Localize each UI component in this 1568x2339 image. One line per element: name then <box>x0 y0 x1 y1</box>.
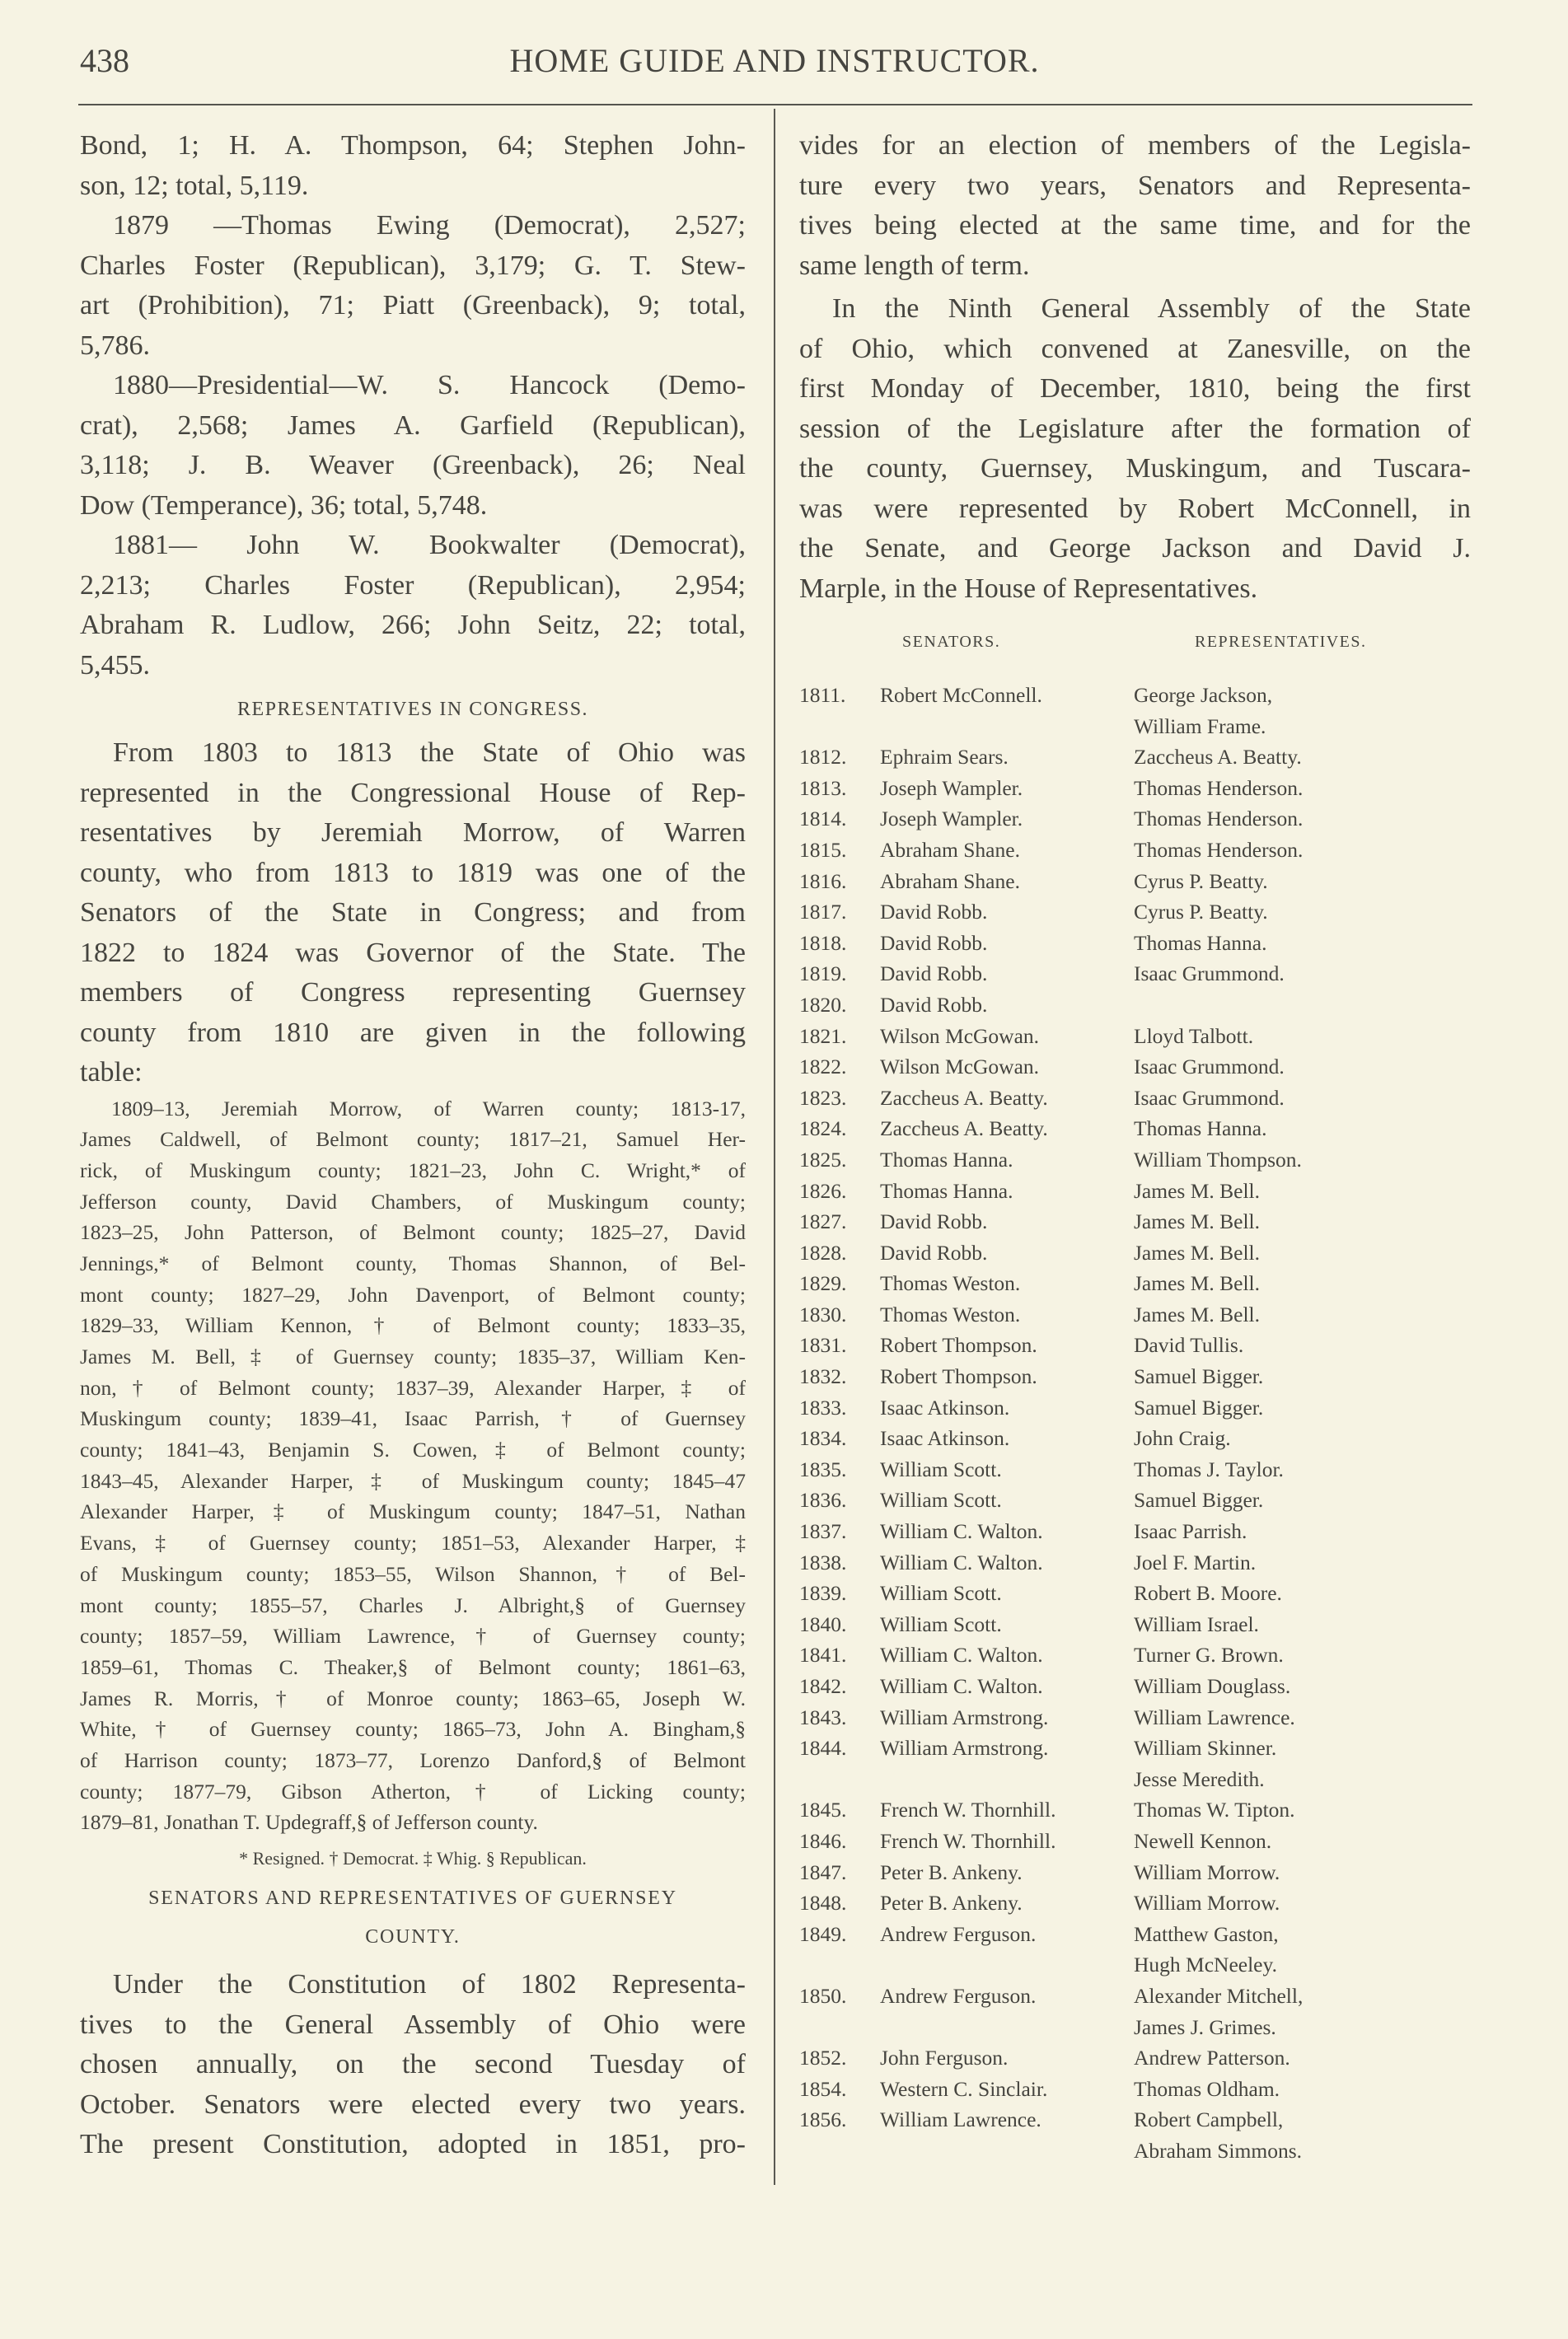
representative-cell: Thomas J. Taylor. <box>1134 1457 1284 1481</box>
representative-cell: Robert Campbell, <box>1134 2107 1284 2132</box>
representative-cell: Samuel Bigger. <box>1134 1364 1264 1389</box>
year-cell: 1828. <box>799 1240 847 1265</box>
representative-cell: David Tullis. <box>1134 1333 1244 1358</box>
representative-cell: Thomas Hanna. <box>1134 930 1267 955</box>
text-line: 1822 to 1824 was Governor of the State. The <box>80 937 746 968</box>
representative-cell: Jesse Meredith. <box>1134 1766 1265 1791</box>
senator-cell: William C. Walton. <box>880 1674 1043 1698</box>
representative-cell: William Morrow. <box>1134 1860 1280 1884</box>
representative-cell: Abraham Simmons. <box>1134 2138 1302 2163</box>
running-title: HOME GUIDE AND INSTRUCTOR. <box>509 42 1040 79</box>
year-cell: 1813. <box>799 775 847 800</box>
table-row <box>799 1144 1471 1176</box>
text-line: chosen annually, on the second Tuesday of <box>80 2049 746 2079</box>
text-line: of Ohio, which convened at Zanesville, on the <box>799 333 1471 364</box>
year-cell: 1856. <box>799 2107 847 2132</box>
year-cell: 1827. <box>799 1209 847 1234</box>
table-row <box>799 1051 1471 1083</box>
representative-cell: James M. Bell. <box>1134 1209 1260 1234</box>
senator-cell: Zaccheus A. Beatty. <box>880 1116 1048 1141</box>
year-cell: 1834. <box>799 1426 847 1451</box>
year-cell: 1840. <box>799 1612 847 1636</box>
text-line: 1880—Presidential—W. S. Hancock (Demo- <box>113 370 746 400</box>
text-line: 1859–61, Thomas C. Theaker,§ of Belmont county; 1861–63, <box>80 1654 746 1679</box>
text-line: James Caldwell, of Belmont county; 1817–21, Samuel Her- <box>80 1127 746 1152</box>
text-line: first Monday of December, 1810, being the first <box>799 373 1471 404</box>
text-line: James M. Bell,‡ of Guernsey county; 1835–37, William Ken- <box>80 1345 746 1368</box>
text-line: members of Congress representing Guernsey <box>80 977 746 1008</box>
senator-cell: Joseph Wampler. <box>880 807 1023 831</box>
representative-cell: Thomas Henderson. <box>1134 775 1304 800</box>
senator-cell: William Scott. <box>880 1488 1002 1513</box>
text-line: Under the Constitution of 1802 Representa- <box>113 1969 746 2000</box>
representative-cell: James M. Bell. <box>1134 1271 1260 1296</box>
representative-cell: William Lawrence. <box>1134 1705 1295 1729</box>
text-line: session of the Legislature after the formation of <box>799 413 1471 444</box>
table-row <box>799 1083 1471 1114</box>
senator-cell: David Robb. <box>880 961 988 986</box>
year-cell: 1841. <box>799 1643 847 1668</box>
table-row <box>799 958 1471 989</box>
year-cell: 1832. <box>799 1364 847 1389</box>
year-cell: 1849. <box>799 1921 847 1946</box>
text-line: tives to the General Assembly of Ohio were <box>80 2009 746 2040</box>
table-row <box>799 1392 1471 1424</box>
text-line: rick, of Muskingum county; 1821–23, John C. Wright,* of <box>80 1158 746 1182</box>
table-row <box>799 928 1471 959</box>
senator-cell: William Scott. <box>880 1612 1002 1636</box>
page-number: 438 <box>80 42 129 79</box>
senator-cell: William C. Walton. <box>880 1519 1043 1544</box>
year-cell: 1854. <box>799 2076 847 2101</box>
text-line: White,† of Guernsey county; 1865–73, John A. Bingham,§ <box>80 1717 746 1742</box>
senator-cell: Robert Thompson. <box>880 1333 1037 1358</box>
text-line: 1829–33, William Kennon,† of Belmont county; 1833–35, <box>80 1313 746 1338</box>
paragraph-election-1879 <box>80 206 746 366</box>
column-header-representatives: REPRESENTATIVES. <box>1195 633 1367 651</box>
representative-cell: Samuel Bigger. <box>1134 1395 1264 1420</box>
senator-cell: Thomas Hanna. <box>880 1147 1013 1172</box>
senator-cell: William Lawrence. <box>880 2107 1041 2132</box>
table-row <box>799 1547 1471 1579</box>
representative-cell: Hugh McNeeley. <box>1134 1953 1277 1977</box>
text-line: mont county; 1855–57, Charles J. Albright,§ of Guernsey <box>80 1593 746 1617</box>
representative-cell: Robert B. Moore. <box>1134 1581 1282 1606</box>
representative-cell: Isaac Grummond. <box>1134 1085 1285 1110</box>
table-row <box>799 1454 1471 1485</box>
representative-cell: Samuel Bigger. <box>1134 1488 1264 1513</box>
table-row <box>799 1268 1471 1299</box>
representative-cell: Matthew Gaston, <box>1134 1921 1279 1946</box>
senator-cell: William Armstrong. <box>880 1705 1049 1729</box>
senator-cell: Andrew Ferguson. <box>880 1983 1037 2008</box>
senator-cell: Peter B. Ankeny. <box>880 1891 1023 1916</box>
representative-cell: James J. Grimes. <box>1134 2014 1276 2039</box>
senator-cell: Western C. Sinclair. <box>880 2076 1048 2101</box>
representative-cell: Newell Kennon. <box>1134 1828 1272 1853</box>
year-cell: 1848. <box>799 1891 847 1916</box>
senator-cell: Thomas Hanna. <box>880 1178 1013 1203</box>
table-row <box>799 741 1471 773</box>
year-cell: 1844. <box>799 1736 847 1761</box>
congress-members-list <box>80 1093 746 1839</box>
representative-cell: William Skinner. <box>1134 1736 1277 1761</box>
year-cell: 1843. <box>799 1705 847 1729</box>
text-line: Bond, 1; H. A. Thompson, 64; Stephen John- <box>80 130 746 161</box>
column-header-senators: SENATORS. <box>902 633 1001 651</box>
representative-cell: James M. Bell. <box>1134 1240 1260 1265</box>
senator-cell: Robert Thompson. <box>880 1364 1037 1389</box>
senator-cell: William Scott. <box>880 1581 1002 1606</box>
year-cell: 1812. <box>799 745 847 770</box>
year-cell: 1838. <box>799 1550 847 1574</box>
senator-cell: Robert McConnell. <box>880 683 1042 707</box>
text-line: of Harrison county; 1873–77, Lorenzo Danford,§ of Belmont <box>80 1747 746 1772</box>
representative-cell: Thomas Henderson. <box>1134 837 1304 862</box>
table-row <box>799 1981 1471 2042</box>
year-cell: 1837. <box>799 1519 847 1544</box>
representative-cell: James M. Bell. <box>1134 1302 1260 1326</box>
senator-cell: David Robb. <box>880 1209 988 1234</box>
text-line: Jennings,* of Belmont county, Thomas Shannon, of Bel- <box>80 1251 746 1275</box>
year-cell: 1815. <box>799 837 847 862</box>
representative-cell: Zaccheus A. Beatty. <box>1134 745 1302 770</box>
party-footnote: * Resigned. † Democrat. ‡ Whig. § Republican. <box>239 1848 587 1869</box>
text-line: county from 1810 are given in the following <box>80 1017 746 1048</box>
senator-cell: David Robb. <box>880 1240 988 1265</box>
text-line: of Muskingum county; 1853–55, Wilson Shannon,† of Bel- <box>80 1561 746 1586</box>
table-row <box>799 1702 1471 1733</box>
year-cell: 1836. <box>799 1488 847 1513</box>
year-cell: 1817. <box>799 900 847 924</box>
year-cell: 1816. <box>799 868 847 893</box>
table-row <box>799 1021 1471 1052</box>
text-line: vides for an election of members of the Legisla- <box>799 130 1471 161</box>
representative-cell: Joel F. Martin. <box>1134 1550 1257 1574</box>
text-line: Abraham R. Ludlow, 266; John Seitz, 22; total, <box>80 610 746 640</box>
text-line: 5,455. <box>80 649 150 681</box>
text-line: same length of term. <box>799 250 1030 281</box>
year-cell: 1852. <box>799 2046 847 2070</box>
table-row <box>799 1609 1471 1640</box>
table-row <box>799 1113 1471 1144</box>
text-line: county; 1877–79, Gibson Atherton,† of Licking county; <box>80 1779 746 1803</box>
year-cell: 1829. <box>799 1271 847 1296</box>
text-line: the Senate, and George Jackson and David J. <box>799 533 1471 564</box>
table-row <box>799 1299 1471 1331</box>
representative-cell: Isaac Grummond. <box>1134 961 1285 986</box>
left-column <box>80 126 746 2165</box>
table-row <box>799 1578 1471 1609</box>
representative-cell: George Jackson, <box>1134 683 1273 707</box>
senator-cell: Abraham Shane. <box>880 837 1020 862</box>
column-divider <box>774 109 775 2185</box>
table-row <box>799 896 1471 928</box>
text-line: was were represented by Robert McConnell, in <box>799 493 1471 524</box>
year-cell: 1814. <box>799 807 847 831</box>
representative-cell: James M. Bell. <box>1134 1178 1260 1203</box>
senator-cell: John Ferguson. <box>880 2046 1009 2070</box>
text-line: Charles Foster (Republican), 3,179; G. T. Stew- <box>80 250 746 281</box>
representative-cell: Thomas Oldham. <box>1134 2076 1280 2101</box>
text-line: 1879–81, Jonathan T. Updegraff,§ of Jefferson county. <box>80 1810 538 1835</box>
text-line: crat), 2,568; James A. Garfield (Republican), <box>80 409 746 441</box>
senator-cell: William Scott. <box>880 1457 1002 1481</box>
text-line: mont county; 1827–29, John Davenport, of Belmont county; <box>80 1282 746 1307</box>
section-heading-senators-line2: COUNTY. <box>365 1926 461 1948</box>
year-cell: 1842. <box>799 1674 847 1698</box>
section-heading-representatives: REPRESENTATIVES IN CONGRESS. <box>236 699 589 720</box>
year-cell: 1811. <box>799 683 846 707</box>
paragraph-legislature-term <box>799 126 1471 286</box>
text-line: non,† of Belmont county; 1837–39, Alexander Harper,‡ of <box>80 1375 746 1400</box>
year-cell: 1826. <box>799 1178 847 1203</box>
senator-cell: Thomas Weston. <box>880 1302 1021 1326</box>
representative-cell: Thomas Hanna. <box>1134 1116 1267 1141</box>
year-cell: 1845. <box>799 1798 847 1822</box>
right-column <box>799 126 1471 609</box>
text-line: Jefferson county, David Chambers, of Muskingum county; <box>80 1189 746 1214</box>
text-line: Muskingum county; 1839–41, Isaac Parrish,† of Guernsey <box>80 1406 746 1431</box>
paragraph-ninth-assembly <box>799 289 1471 609</box>
table-row <box>799 1919 1471 1981</box>
text-line: 1843–45, Alexander Harper,‡ of Muskingum county; 1845–47 <box>80 1468 746 1493</box>
text-line: Evans,‡ of Guernsey county; 1851–53, Alexander Harper,‡ <box>80 1531 746 1555</box>
representative-cell: Andrew Patterson. <box>1134 2046 1290 2070</box>
table-row <box>799 1888 1471 1919</box>
table-row <box>799 2104 1471 2166</box>
text-line: 3,118; J. B. Weaver (Greenback), 26; Neal <box>80 450 746 480</box>
text-line: 1809–13, Jeremiah Morrow, of Warren county; 1813-17, <box>111 1096 746 1120</box>
representative-cell: Thomas W. Tipton. <box>1134 1798 1295 1822</box>
text-line: the county, Guernsey, Muskingum, and Tuscara- <box>799 453 1471 484</box>
senator-cell: Andrew Ferguson. <box>880 1921 1037 1946</box>
text-line: In the Ninth General Assembly of the State <box>832 293 1471 324</box>
text-line: The present Constitution, adopted in 1851, pro- <box>80 2129 746 2159</box>
year-cell: 1850. <box>799 1983 847 2008</box>
senator-cell: Abraham Shane. <box>880 868 1020 893</box>
senator-cell: Peter B. Ankeny. <box>880 1860 1023 1884</box>
table-row <box>799 803 1471 835</box>
representative-cell: William Frame. <box>1134 713 1266 738</box>
representative-cell: William Thompson. <box>1134 1147 1302 1172</box>
header-rule <box>78 104 1472 105</box>
table-row <box>799 1176 1471 1207</box>
text-line: tives being elected at the same time, and for the <box>799 210 1471 241</box>
text-line: county; 1857–59, William Lawrence,† of Guernsey county; <box>80 1624 746 1649</box>
table-row <box>799 680 1471 741</box>
year-cell: 1830. <box>799 1302 847 1326</box>
year-cell: 1846. <box>799 1828 847 1853</box>
senator-cell: Wilson McGowan. <box>880 1023 1040 1048</box>
text-line: table: <box>80 1057 143 1088</box>
senator-cell: Wilson McGowan. <box>880 1055 1040 1079</box>
year-cell: 1833. <box>799 1395 847 1420</box>
paragraph-election-1881 <box>80 526 746 685</box>
senator-cell: David Robb. <box>880 900 988 924</box>
representative-cell: Cyrus P. Beatty. <box>1134 868 1268 893</box>
representative-cell: Cyrus P. Beatty. <box>1134 900 1268 924</box>
text-line: October. Senators were elected every two years. <box>80 2089 746 2120</box>
senator-cell: Joseph Wampler. <box>880 775 1023 800</box>
text-line: Dow (Temperance), 36; total, 5,748. <box>80 489 488 521</box>
year-cell: 1835. <box>799 1457 847 1481</box>
year-cell: 1847. <box>799 1860 847 1884</box>
paragraph-election-1878 <box>80 126 746 206</box>
text-line: county; 1841–43, Benjamin S. Cowen,‡ of Belmont county; <box>80 1438 746 1462</box>
table-row <box>799 1237 1471 1269</box>
table-row <box>799 1794 1471 1826</box>
year-cell: 1823. <box>799 1085 847 1110</box>
senator-cell: David Robb. <box>880 992 988 1017</box>
table-row <box>799 1733 1471 1794</box>
table-row <box>799 2074 1471 2105</box>
table-row <box>799 1671 1471 1702</box>
table-row <box>799 1826 1471 1857</box>
table-row <box>799 1330 1471 1361</box>
year-cell: 1818. <box>799 930 847 955</box>
senator-cell: French W. Thornhill. <box>880 1798 1056 1822</box>
representative-cell: Turner G. Brown. <box>1134 1643 1284 1668</box>
senator-cell: Ephraim Sears. <box>880 745 1009 770</box>
paragraph-constitution <box>80 1965 746 2165</box>
year-cell: 1822. <box>799 1055 847 1079</box>
representative-cell <box>1134 989 1471 1021</box>
table-row <box>799 1485 1471 1516</box>
paragraph-election-1880 <box>80 366 746 526</box>
text-line: 1881— John W. Bookwalter (Democrat), <box>113 530 746 560</box>
year-cell: 1839. <box>799 1581 847 1606</box>
table-row <box>799 2042 1471 2074</box>
text-line: art (Prohibition), 71; Piatt (Greenback), 9; total, <box>80 290 746 320</box>
year-cell: 1831. <box>799 1333 847 1358</box>
text-line: 1879 —Thomas Ewing (Democrat), 2,527; <box>113 210 746 241</box>
senator-cell: Isaac Atkinson. <box>880 1395 1010 1420</box>
table-row <box>799 1640 1471 1671</box>
year-cell: 1825. <box>799 1147 847 1172</box>
table-row <box>799 1423 1471 1454</box>
text-line: represented in the Congressional House of Rep- <box>80 777 746 808</box>
senator-cell: David Robb. <box>880 930 988 955</box>
year-cell: 1819. <box>799 961 847 986</box>
representative-cell: Alexander Mitchell, <box>1134 1983 1304 2008</box>
senator-cell: French W. Thornhill. <box>880 1828 1056 1853</box>
text-line: 5,786. <box>80 330 150 361</box>
senator-cell: Zaccheus A. Beatty. <box>880 1085 1048 1110</box>
representative-cell: Isaac Grummond. <box>1134 1055 1285 1079</box>
table-row <box>799 1516 1471 1547</box>
text-line: James R. Morris,† of Monroe county; 1863–65, Joseph W. <box>80 1686 746 1710</box>
table-row <box>799 1206 1471 1237</box>
text-line: ture every two years, Senators and Representa- <box>799 170 1471 201</box>
representative-cell: Lloyd Talbott. <box>1134 1023 1254 1048</box>
section-heading-senators-line1: SENATORS AND REPRESENTATIVES OF GUERNSEY <box>148 1888 677 1909</box>
table-row <box>799 773 1471 804</box>
text-line: resentatives by Jeremiah Morrow, of Warren <box>80 817 746 848</box>
table-row <box>799 989 1471 1021</box>
representative-cell: William Morrow. <box>1134 1891 1280 1916</box>
senator-cell: William C. Walton. <box>880 1643 1043 1668</box>
table-row <box>799 866 1471 897</box>
senator-cell: William Armstrong. <box>880 1736 1049 1761</box>
table-row <box>799 835 1471 866</box>
paragraph-representatives-intro <box>80 733 746 1093</box>
representative-cell: Isaac Parrish. <box>1134 1519 1247 1544</box>
senator-cell: William C. Walton. <box>880 1550 1043 1574</box>
representative-cell: Thomas Henderson. <box>1134 807 1304 831</box>
text-line: 2,213; Charles Foster (Republican), 2,954; <box>80 569 746 601</box>
legislators-table <box>799 680 1471 2167</box>
text-line: Alexander Harper,‡ of Muskingum county; 1847–51, Nathan <box>80 1499 746 1524</box>
table-row <box>799 1361 1471 1392</box>
text-line: son, 12; total, 5,119. <box>80 170 309 201</box>
representative-cell: John Craig. <box>1134 1426 1231 1451</box>
senator-cell: Thomas Weston. <box>880 1271 1021 1296</box>
table-row <box>799 1857 1471 1888</box>
text-line: Marple, in the House of Representatives. <box>799 573 1258 604</box>
senator-cell: Isaac Atkinson. <box>880 1426 1010 1451</box>
year-cell: 1824. <box>799 1116 847 1141</box>
representative-cell: William Israel. <box>1134 1612 1259 1636</box>
text-line: Senators of the State in Congress; and from <box>80 897 746 928</box>
text-line: county, who from 1813 to 1819 was one of the <box>80 857 746 888</box>
text-line: From 1803 to 1813 the State of Ohio was <box>113 737 746 768</box>
year-cell: 1820. <box>799 992 847 1017</box>
year-cell: 1821. <box>799 1023 847 1048</box>
representative-cell: William Douglass. <box>1134 1674 1291 1698</box>
text-line: 1823–25, John Patterson, of Belmont county; 1825–27, David <box>80 1220 746 1245</box>
